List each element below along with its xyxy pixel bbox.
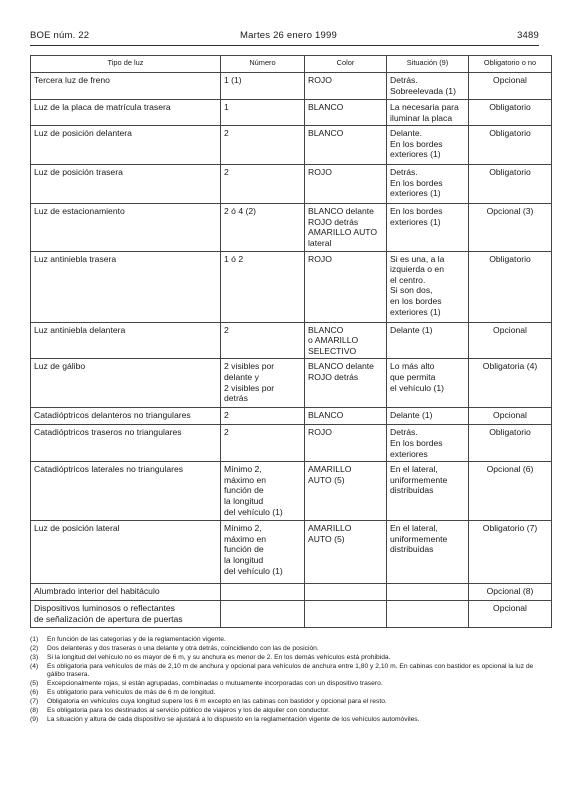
position-cell: En el lateral, uniformemente distribuidas bbox=[387, 521, 469, 584]
number-cell: 2 visibles por delante y 2 visibles por detrás bbox=[221, 359, 305, 408]
number-cell: 1 bbox=[221, 100, 305, 126]
footnote-number: (7) bbox=[30, 698, 39, 706]
mandatory-cell: Obligatorio bbox=[469, 251, 552, 322]
footnote bbox=[30, 680, 550, 688]
footnote bbox=[30, 689, 550, 697]
publication-date: Martes 26 enero 1999 bbox=[240, 30, 337, 41]
table-row bbox=[31, 584, 552, 601]
mandatory-cell: Obligatorio bbox=[469, 165, 552, 204]
light-type-cell: Catadióptricos laterales no triangulares bbox=[31, 462, 221, 521]
position-cell bbox=[387, 601, 469, 628]
table-row bbox=[31, 425, 552, 462]
table-row bbox=[31, 521, 552, 584]
footnote-text: Obligatoria en vehículos cuya longitud supere los 6 m excepto en las cabinas con bastidor y opcional para el resto. bbox=[47, 698, 387, 706]
footnote-text: Es obligatorio para vehículos de más de 6 m de longitud. bbox=[47, 689, 216, 697]
number-cell bbox=[221, 601, 305, 628]
light-type-cell: Luz de gálibo bbox=[31, 359, 221, 408]
position-cell: Detrás. En los bordes exteriores (1) bbox=[387, 165, 469, 204]
footnote-number: (5) bbox=[30, 680, 39, 688]
number-cell: 2 bbox=[221, 165, 305, 204]
table-row bbox=[31, 126, 552, 165]
light-type-cell: Luz de la placa de matrícula trasera bbox=[31, 100, 221, 126]
table-row bbox=[31, 73, 552, 100]
position-cell: La necesaria para iluminar la placa bbox=[387, 100, 469, 126]
footnote-text: Excepcionalmente rojas, si están agrupadas, combinadas o mutuamente incorporadas con un dispositivo trasero. bbox=[47, 680, 383, 688]
footnote bbox=[30, 654, 550, 662]
mandatory-cell: Obligatoria (4) bbox=[469, 359, 552, 408]
footnote-number: (3) bbox=[30, 654, 39, 661]
number-cell bbox=[221, 584, 305, 601]
mandatory-cell: Opcional (3) bbox=[469, 204, 552, 251]
footnote-text: En función de las categorías y de la reglamentación vigente. bbox=[47, 636, 226, 643]
color-cell: BLANCO bbox=[305, 100, 387, 126]
light-type-cell: Luz de estacionamiento bbox=[31, 204, 221, 251]
number-cell: 1 ó 2 bbox=[221, 251, 305, 322]
footnote-number: (2) bbox=[30, 645, 39, 652]
footnote-text: Dos delanteras y dos traseras o una delante y otra detrás, coincidiendo con las de posición. bbox=[47, 645, 319, 652]
light-type-cell: Luz de posición trasera bbox=[31, 165, 221, 204]
mandatory-cell: Opcional (8) bbox=[469, 584, 552, 601]
mandatory-cell: Opcional bbox=[469, 601, 552, 628]
number-cell: 2 bbox=[221, 322, 305, 359]
color-cell: AMARILLO AUTO (5) bbox=[305, 521, 387, 584]
footnote-number: (8) bbox=[30, 707, 39, 715]
journal-issue: BOE núm. 22 bbox=[30, 30, 90, 41]
footnote-number: (4) bbox=[30, 663, 39, 670]
table-row bbox=[31, 359, 552, 408]
light-type-cell: Luz de posición delantera bbox=[31, 126, 221, 165]
color-cell: BLANCO bbox=[305, 126, 387, 165]
mandatory-cell: Obligatorio bbox=[469, 126, 552, 165]
position-cell bbox=[387, 584, 469, 601]
position-cell: Lo más alto que permita el vehículo (1) bbox=[387, 359, 469, 408]
position-cell: Delante (1) bbox=[387, 322, 469, 359]
color-cell bbox=[305, 584, 387, 601]
footnote-number: (9) bbox=[30, 716, 39, 724]
light-type-cell: Luz de posición lateral bbox=[31, 521, 221, 584]
number-cell: 1 (1) bbox=[221, 73, 305, 100]
light-type-cell: Luz antiniebla delantera bbox=[31, 322, 221, 359]
table-row bbox=[31, 462, 552, 521]
color-cell: BLANCO o AMARILLO SELECTIVO bbox=[305, 322, 387, 359]
footnote bbox=[30, 716, 550, 724]
table-row bbox=[31, 100, 552, 126]
position-cell: Si es una, a la izquierda o en el centro. Si son dos, en los bordes exteriores (1) bbox=[387, 251, 469, 322]
table-row bbox=[31, 165, 552, 204]
light-type-cell: Luz antiniebla trasera bbox=[31, 251, 221, 322]
light-type-cell: Catadióptricos delanteros no triangulares bbox=[31, 408, 221, 425]
number-cell: 2 bbox=[221, 425, 305, 462]
number-cell: Mínimo 2, máximo en función de la longitud del vehículo (1) bbox=[221, 521, 305, 584]
color-cell: ROJO bbox=[305, 251, 387, 322]
page-header bbox=[30, 30, 539, 44]
footnote bbox=[30, 645, 550, 653]
number-cell: 2 bbox=[221, 126, 305, 165]
column-header: Número bbox=[221, 56, 305, 73]
footnote bbox=[30, 698, 550, 706]
column-header: Situación (9) bbox=[387, 56, 469, 73]
position-cell: Detrás. En los bordes exteriores bbox=[387, 425, 469, 462]
color-cell: BLANCO bbox=[305, 408, 387, 425]
light-type-cell: Catadióptricos traseros no triangulares bbox=[31, 425, 221, 462]
table-row bbox=[31, 601, 552, 628]
color-cell: ROJO bbox=[305, 425, 387, 462]
position-cell: Delante. En los bordes exteriores (1) bbox=[387, 126, 469, 165]
header-rule bbox=[30, 45, 539, 46]
table-header-row bbox=[31, 56, 552, 73]
color-cell: AMARILLO AUTO (5) bbox=[305, 462, 387, 521]
footnote bbox=[30, 707, 550, 715]
color-cell bbox=[305, 601, 387, 628]
footnote bbox=[30, 636, 550, 644]
number-cell: 2 bbox=[221, 408, 305, 425]
footnote-text: La situación y altura de cada dispositivo se ajustará a lo dispuesto en la reglamentación vigente de los vehículos automóviles. bbox=[47, 716, 420, 724]
lights-table bbox=[30, 55, 552, 628]
number-cell: 2 ó 4 (2) bbox=[221, 204, 305, 251]
position-cell: En el lateral, uniformemente distribuidas bbox=[387, 462, 469, 521]
mandatory-cell: Obligatorio bbox=[469, 100, 552, 126]
footnote-text: Es obligatoria para vehículos de más de 2,10 m de anchura y opcional para vehículos de anchura entre 1,80 y 2,10 m. En cabinas con bastidor es opcional la luz de gálibo trasera. bbox=[47, 663, 534, 679]
position-cell: En los bordes exteriores (1) bbox=[387, 204, 469, 251]
color-cell: BLANCO delante ROJO detrás bbox=[305, 359, 387, 408]
position-cell: Delante (1) bbox=[387, 408, 469, 425]
position-cell: Detrás. Sobreelevada (1) bbox=[387, 73, 469, 100]
footnote-text: Es obligatoria para los destinados al servicio público de viajeros y los de alquiler con conductor. bbox=[47, 707, 330, 715]
page-number: 3489 bbox=[517, 30, 539, 41]
color-cell: ROJO bbox=[305, 73, 387, 100]
column-header: Tipo de luz bbox=[31, 56, 221, 73]
number-cell: Mínimo 2, máximo en función de la longitud del vehículo (1) bbox=[221, 462, 305, 521]
light-type-cell: Tercera luz de freno bbox=[31, 73, 221, 100]
light-type-cell: Alumbrado interior del habitáculo bbox=[31, 584, 221, 601]
mandatory-cell: Opcional bbox=[469, 322, 552, 359]
mandatory-cell: Opcional (6) bbox=[469, 462, 552, 521]
mandatory-cell: Obligatorio (7) bbox=[469, 521, 552, 584]
mandatory-cell: Obligatorio bbox=[469, 425, 552, 462]
footnote-text: Si la longitud del vehículo no es mayor de 6 m, y su anchura es menor de 2. En los demás vehículos está prohibida. bbox=[47, 654, 391, 661]
table-row bbox=[31, 408, 552, 425]
table-row bbox=[31, 204, 552, 251]
footnote bbox=[30, 663, 550, 680]
footnote-number: (6) bbox=[30, 689, 39, 697]
table-body bbox=[31, 73, 552, 628]
footnote-number: (1) bbox=[30, 636, 39, 643]
color-cell: BLANCO delante ROJO detrás AMARILLO AUTO lateral bbox=[305, 204, 387, 251]
column-header: Color bbox=[305, 56, 387, 73]
light-type-cell: Dispositivos luminosos o reflectantes de señalización de apertura de puertas bbox=[31, 601, 221, 628]
color-cell: ROJO bbox=[305, 165, 387, 204]
footnotes bbox=[30, 636, 550, 725]
column-header: Obligatorio o no bbox=[469, 56, 552, 73]
mandatory-cell: Opcional bbox=[469, 73, 552, 100]
table-row bbox=[31, 322, 552, 359]
table-row bbox=[31, 251, 552, 322]
mandatory-cell: Opcional bbox=[469, 408, 552, 425]
